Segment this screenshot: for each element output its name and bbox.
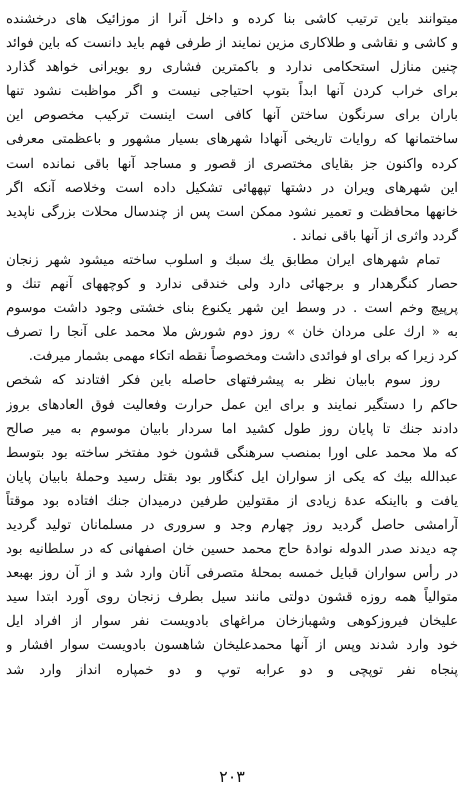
paragraph-3	[6, 369, 458, 682]
body-text	[6, 8, 458, 683]
text-line: برای خراب کردن آنها ابداً بتوپ احتیاجی نیست و اگر مواظبت نشود تنها	[6, 84, 458, 100]
text-line: و کاشی و نقاشی و طلاکاری مزین نمایند از طرفی فهم باید دانست که باین فوائد	[6, 36, 458, 52]
text-line: پرپیچ وخم است . در وسط این شهر یکنوع بنای خشتی وجود داشت موسوم	[6, 301, 458, 317]
text-line: حاکم را دستگیر نمایند و برای این عمل حرارت وفعالیت فوق العادهای بروز	[6, 397, 458, 413]
text-line: ساختمانها که روایات تاریخی آنهادا شهرهای بسیار مشهور و باعظمتی معرفی	[6, 132, 458, 148]
text-line: حصار کنگرهدار و برجهائی دارد ولی خندقی ندارد و کوچههای آنهم تنك و	[6, 277, 458, 293]
text-line: چه دیدند صدر الدوله نوادهٔ حاج محمد حسین خان اصفهانی که در سلطانیه بود	[6, 542, 458, 558]
text-line: آرامشی حاصل گردید روز چهارم وجد و سروری در مسلمانان تولید گردید	[6, 517, 458, 533]
text-line: این شهرهای ویران در دشتها تپههائی تشکیل داده است وخلاصه آنکه اگر	[6, 180, 458, 196]
text-line: روز سوم بابیان نظر به پیشرفتهای حاصله باین فکر افتادند که شخص	[6, 373, 440, 389]
text-line: گردد واثری از آنها باقی نماند .	[292, 228, 458, 244]
text-line: متوالیاً همه روزه قشون دولتی مانند سیل بطرف زنجان روی آورد ابتدا سید	[6, 590, 458, 606]
text-line: دادند جنك تا پایان روز طول کشید اما سردار بابیان موسوم به میر صالح	[6, 421, 458, 437]
text-line: کرده واکنون جز بقایای مختصری از قصور و مساجد آنها باقی نمانده است	[6, 156, 458, 172]
paragraph-2	[6, 249, 458, 369]
text-line: که ملا محمد علی اورا بمنصب سرهنگی قشون خود مفتخر ساخته بود بتوسط	[6, 445, 458, 461]
text-line: خود وارد شدند وپس از آنها محمدعلیخان شاهسون بادویست سوار افشار و	[6, 638, 458, 654]
text-line: علیخان فیروزکوهی وشهبازخان مراغهای بادویست نفر سوار از افراد ایل	[6, 614, 458, 630]
text-line: در رأس سواران قبایل خمسه بمحلهٔ متصرفی آنان وارد شد و از آن روز بهبعد	[6, 566, 458, 582]
text-line: کرد زیرا که برای او فوائدی داشت ومخصوصاً نقطه اتکاء مهمی بشمار میرفت.	[28, 349, 458, 365]
text-line: تمام شهرهای ایران مطابق یك سبك و اسلوب ساخته میشود شهر زنجان	[6, 252, 440, 268]
text-line: عبدالله بیك که یکی از سواران ایل کنگاور بود بقتل رسید وحملهٔ بابیان پایان	[6, 469, 458, 485]
paragraph-1	[6, 8, 458, 249]
text-line: یافت و بااینکه عدهٔ زیادی از مقتولین طرفین درمیدان جنك افتاده بود موقتاً	[6, 493, 458, 509]
text-line: چنین منازل استحکامی ندارد و باکمترین فشاری رو بویرانی خواهد گذارد	[6, 60, 458, 76]
text-line: به « ارك علی مردان خان » روز دوم شورش ملا محمد علی آنجا را تصرف	[6, 325, 458, 341]
text-line: میتوانند باین ترتیب کاشی بنا کرده و داخل آنرا از موزائیک های درخشنده	[6, 12, 458, 27]
text-line: پنجاه نفر توپچی و دو عرابه توپ و دو خمپاره انداز وارد شد	[6, 662, 458, 678]
text-line: باران برای سرنگون ساختن آنها کافی است اینست ترکیب مخصوص این	[6, 108, 458, 124]
text-line: خانهها محافظت و تعمیر نشود ممکن است پس از چندسال محلات بزرگی ناپدید	[6, 204, 458, 220]
page-number: ۲۰۳	[219, 767, 245, 786]
